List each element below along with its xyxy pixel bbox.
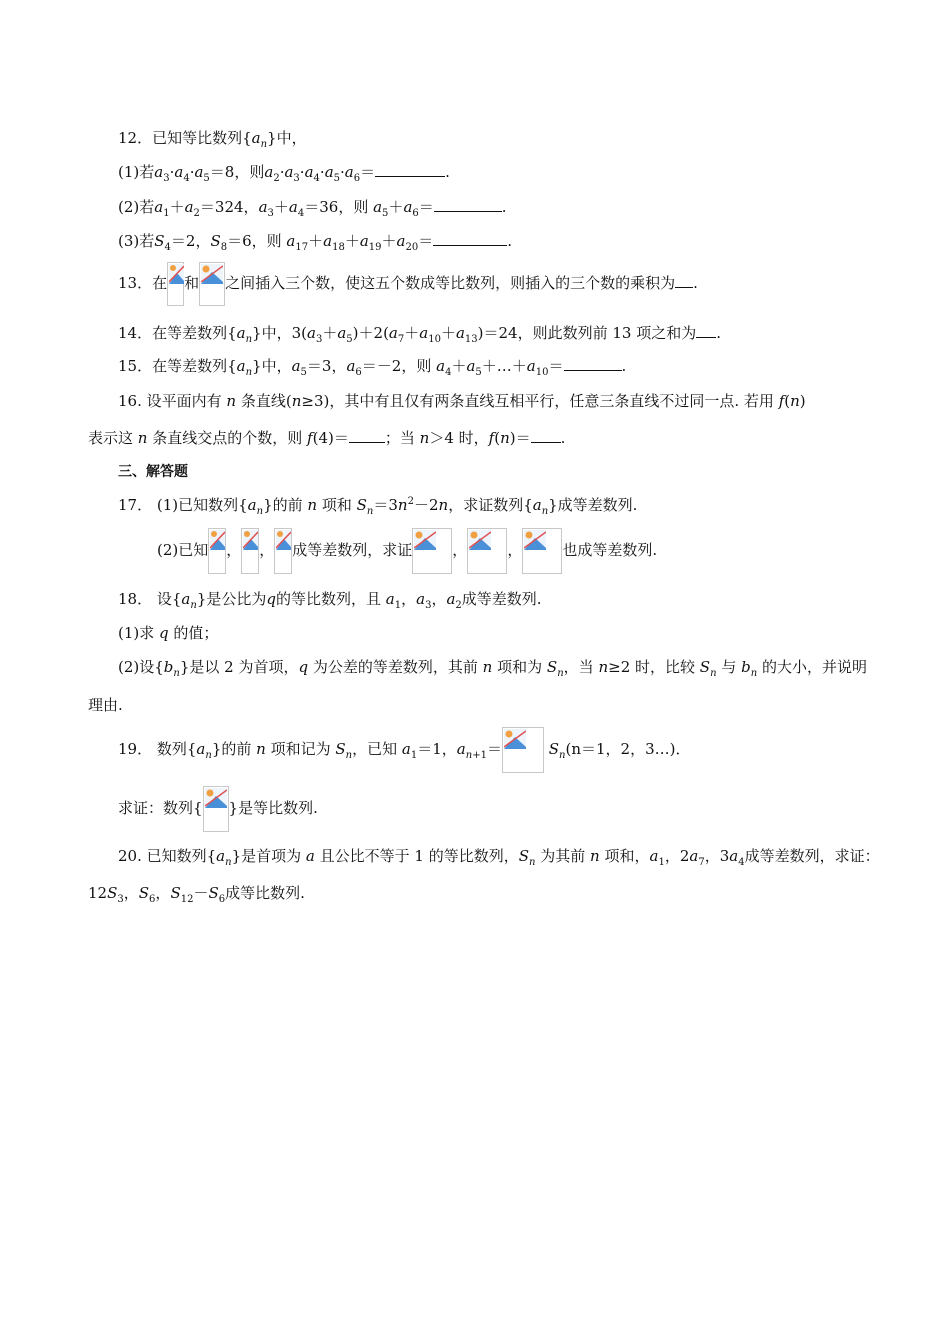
image-placeholder-icon [199, 262, 225, 306]
q12-part2: (2)若$a_1+a_2=324$，$a_3+a_4=36$，则 $a_5+a_6=$ . [118, 198, 507, 219]
image-placeholder-icon [203, 786, 229, 832]
q18-intro: 18． 设$\{a_n\}$是公比为q的等比数列，且 $a_1$，$a_3$，$a_2$成等差数列. [118, 590, 542, 611]
q14: 14．在等差数列$\{a_n\}$中，$3(a_3+a_5)+2(a_7+a_{10}+a_{13})=24$，则此数列前 13 项之和为 . [118, 324, 722, 345]
image-placeholder-icon [167, 262, 184, 306]
q20-line1: 20. 已知数列$\{a_n\}$是首项为 a 且公比不等于 1 的等比数列，$S_n$ 为其前 n 项和，$a_1$，$2a_7$，$3a_4$成等差数列，求证： [118, 847, 880, 868]
image-placeholder-icon [522, 528, 562, 574]
image-placeholder-icon [241, 528, 259, 574]
section-heading: 三、解答题 [118, 464, 188, 480]
q13: 13．在 和 之间插入三个数，使这五个数成等比数列，则插入的三个数的乘积为 . [118, 262, 698, 306]
q15: 15．在等差数列$\{a_n\}$中，$a_5=3$，$a_6=-2$，则 $a_4+a_5+\dots+a_{10}=$ . [118, 357, 627, 378]
q17-part2: (2)已知 ， ， 成等差数列，求证 ， ， 也成等差数列. [157, 527, 657, 574]
q18-part2: (2)设$\{b_n\}$是以 2 为首项，q 为公差的等差数列，其前 n 项和为 $S_n$，当 n≥2 时，比较 $S_n$ 与 $b_n$ 的大小，并说明 [118, 658, 867, 679]
image-placeholder-icon [467, 528, 507, 574]
q17-part1: 17． (1)已知数列$\{a_n\}$的前 n 项和 $S_n=3n^2-2n$，求证数列$\{a_n\}$成等差数列. [118, 496, 638, 517]
image-placeholder-icon [412, 528, 452, 574]
image-placeholder-icon [502, 727, 544, 773]
q18-part2-cont: 理由. [88, 696, 123, 714]
q20-line2: $12S_3$，$S_6$，$S_{12}-S_6$成等比数列. [88, 884, 305, 905]
q12-intro: 12．已知等比数列$\{a_n\}$中， [118, 129, 307, 150]
q18-part1: (1)求 q 的值； [118, 624, 219, 642]
q19-part1: 求证：数列{ }是等比数列. [118, 785, 318, 832]
image-placeholder-icon [208, 528, 226, 574]
q12-part3: (3)若$S_4=2$，$S_8=6$，则 $a_{17}+a_{18}+a_{19}+a_{20}=$ . [118, 232, 513, 253]
q12-part1: (1)若$a_3\cdot a_4\cdot a_5=8$，则$a_2\cdot a_3\cdot a_4\cdot a_5\cdot a_6=$ . [118, 163, 450, 184]
q19-intro: 19． 数列$\{a_n\}$的前 n 项和记为 $S_n$，已知 $a_1=1$，$a_{n+1}=$ $S_n(n=1$，2，3…)． [118, 726, 690, 773]
q16-line2: 表示这 n 条直线交点的个数，则 f(4)＝ ；当 n＞4 时，f(n)＝ . [88, 429, 566, 447]
q16-line1: 16. 设平面内有 n 条直线(n≥3)，其中有且仅有两条直线互相平行，任意三条直线不过同一点. 若用 f(n) [118, 392, 806, 410]
image-placeholder-icon [274, 528, 292, 574]
